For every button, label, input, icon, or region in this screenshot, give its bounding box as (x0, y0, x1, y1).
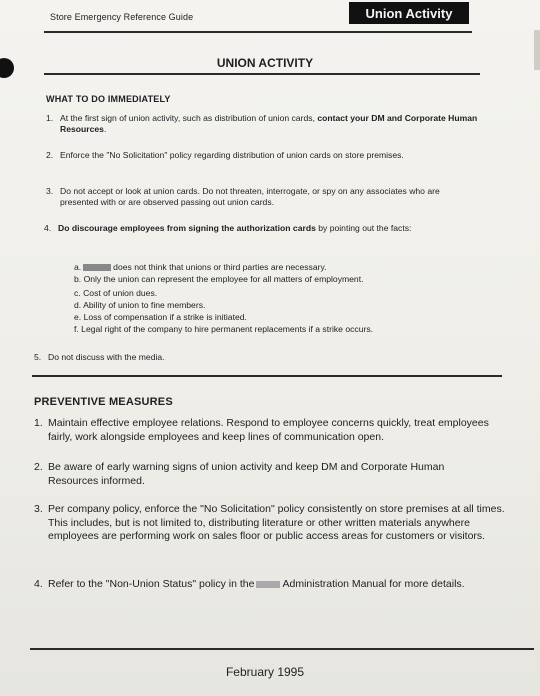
item-text: Refer to the "Non-Union Status" policy in the (48, 578, 255, 590)
fact-letter: c. (74, 288, 81, 298)
fact-letter: f. (74, 324, 79, 334)
fact-text: Loss of compensation if a strike is initiated. (83, 312, 247, 322)
fact-b (74, 274, 363, 285)
footer-date: February 1995 (225, 665, 305, 679)
guide-title: Store Emergency Reference Guide (50, 12, 194, 22)
item-number: 2. (46, 150, 54, 160)
item-number: 1. (46, 113, 54, 123)
item-number: 5. (34, 352, 42, 362)
page-title: UNION ACTIVITY (216, 56, 314, 70)
item-number: 2. (34, 461, 43, 473)
title-rule (44, 73, 480, 75)
redaction-mark (83, 264, 111, 271)
item-number: 1. (34, 417, 43, 429)
fact-c (74, 288, 157, 299)
fact-letter: b. (74, 274, 82, 284)
fact-text: Cost of union dues. (83, 288, 158, 298)
item-text: Do not discuss with the media. (48, 352, 165, 362)
fact-text: Ability of union to fine members. (83, 300, 206, 310)
fact-letter: d. (74, 300, 82, 310)
fact-letter: a. (74, 262, 82, 272)
fact-text: does not think that unions or third parties are necessary. (113, 262, 327, 272)
item-text: Per company policy, enforce the "No Solicitation" policy consistently on store premises at all times. This includes, but is not limited to, distributing literature or other written materials anywhere employees are performing work on sales floor or public access areas for customers or visitors. (48, 503, 505, 542)
item-text: Do not accept or look at union cards. Do not threaten, interrogate, or spy on any associates who are presented with or are observed passing out union cards. (60, 186, 440, 207)
section-rule (32, 375, 502, 377)
fact-text: Only the union can represent the employee for all matters of employment. (83, 274, 364, 284)
fact-a (74, 262, 327, 273)
fact-f (74, 324, 373, 335)
item-text: Maintain effective employee relations. Respond to employee concerns quickly, treat employees fairly, work alongside employees and keep lines of communication open. (48, 417, 489, 443)
fact-d (74, 300, 205, 311)
item-text: Be aware of early warning signs of union activity and keep DM and Corporate Human Resources informed. (48, 461, 445, 487)
item-text: At the first sign of union activity, such as distribution of union cards, (60, 113, 318, 123)
fact-letter: e. (74, 312, 82, 322)
page-tab-edge (534, 30, 540, 70)
item-tail: Administration Manual for more details. (282, 578, 465, 590)
item-number: 3. (34, 503, 43, 515)
item-number: 3. (46, 186, 54, 196)
item-emphasis: contact your DM and Corporate Human Resources (60, 113, 478, 134)
item-emphasis: Do discourage employees from signing the authorization cards (58, 223, 316, 233)
section-badge: Union Activity (349, 2, 469, 24)
header-rule (44, 31, 472, 33)
item-number: 4. (44, 223, 52, 233)
fact-e (74, 312, 247, 323)
fact-text: Legal right of the company to hire permanent replacements if a strike occurs. (81, 324, 374, 334)
footer-rule (30, 648, 534, 650)
preventive-heading: PREVENTIVE MEASURES (34, 396, 173, 408)
item-number: 4. (34, 578, 43, 590)
redaction-mark (256, 581, 280, 588)
immediate-heading: WHAT TO DO IMMEDIATELY (46, 94, 171, 104)
item-text: Enforce the "No Solicitation" policy regarding distribution of union cards on store premises. (60, 150, 404, 160)
item-tail: by pointing out the facts: (315, 223, 412, 233)
item-tail: . (103, 124, 107, 134)
